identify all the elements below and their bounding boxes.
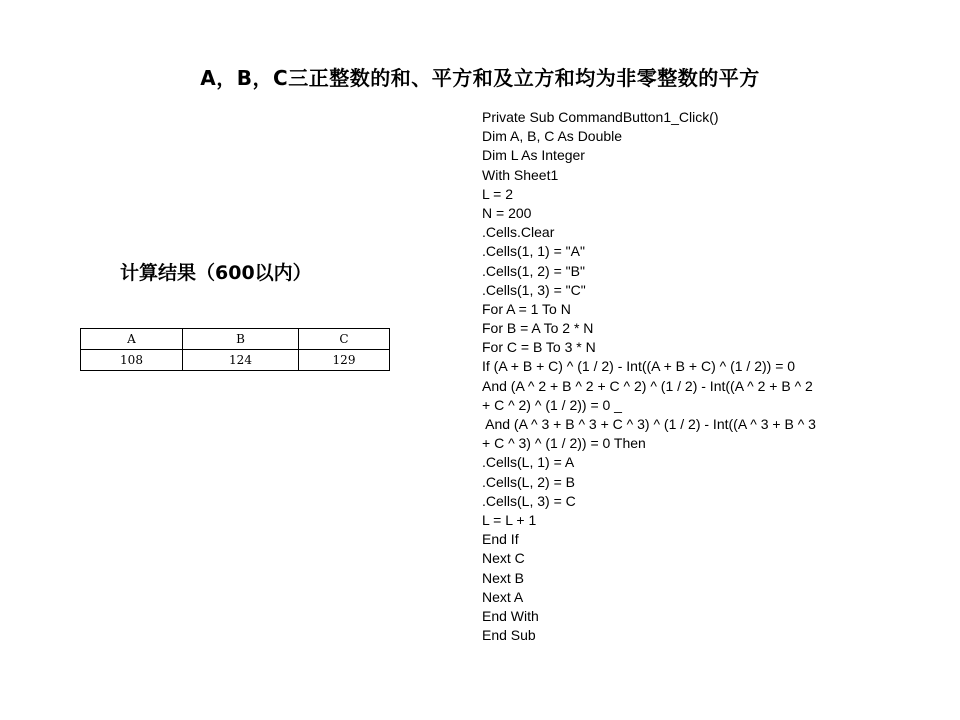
code-line: .Cells(1, 3) = "C" — [482, 281, 586, 298]
code-line: With Sheet1 — [482, 166, 559, 183]
code-line: End With — [482, 607, 539, 624]
code-line: .Cells(1, 1) = "A" — [482, 243, 585, 260]
value-cell-b: 124 — [183, 350, 299, 371]
code-line: L = 2 — [482, 185, 514, 202]
code-line: End If — [482, 531, 519, 548]
code-line: .Cells(L, 3) = C — [482, 492, 576, 509]
code-line: Private Sub CommandButton1_Click() — [482, 109, 719, 125]
code-line: Dim A, B, C As Double — [482, 128, 623, 145]
header-cell-c: C — [299, 329, 390, 350]
code-line: .Cells(L, 2) = B — [482, 473, 575, 490]
code-line: + C ^ 3) ^ (1 / 2)) = 0 Then — [482, 435, 646, 452]
code-line: Next C — [482, 550, 525, 567]
value-cell-a: 108 — [81, 350, 183, 371]
header-cell-b: B — [183, 329, 299, 350]
code-line: For C = B To 3 * N — [482, 339, 596, 356]
code-line: For A = 1 To N — [482, 300, 571, 317]
header-cell-a: A — [81, 329, 183, 350]
code-line: + C ^ 2) ^ (1 / 2)) = 0 _ — [482, 396, 622, 413]
code-line: Next A — [482, 588, 524, 605]
result-table — [80, 328, 390, 371]
code-line: L = L + 1 — [482, 511, 537, 528]
code-line: Next B — [482, 569, 525, 586]
code-line: Dim L As Integer — [482, 147, 585, 164]
code-line: .Cells(1, 2) = "B" — [482, 262, 585, 279]
vba-code-block — [482, 108, 902, 645]
table-header-row — [81, 329, 390, 350]
slide-title: A，B，C三正整数的和、平方和及立方和均为非零整数的平方 — [200, 66, 760, 90]
code-line: And (A ^ 3 + B ^ 3 + C ^ 3) ^ (1 / 2) - Int((A ^ 3 + B ^ 3 — [482, 416, 816, 432]
result-heading: 计算结果（600以内） — [120, 262, 312, 284]
code-line: .Cells(L, 1) = A — [482, 454, 575, 471]
code-line: For B = A To 2 * N — [482, 320, 594, 337]
table-row — [81, 350, 390, 371]
value-cell-c: 129 — [299, 350, 390, 371]
code-line: If (A + B + C) ^ (1 / 2) - Int((A + B + C) ^ (1 / 2)) = 0 — [482, 358, 796, 375]
code-line: N = 200 — [482, 204, 532, 221]
code-line: End Sub — [482, 627, 536, 644]
code-line: And (A ^ 2 + B ^ 2 + C ^ 2) ^ (1 / 2) - Int((A ^ 2 + B ^ 2 — [482, 377, 813, 394]
code-line: .Cells.Clear — [482, 224, 555, 241]
